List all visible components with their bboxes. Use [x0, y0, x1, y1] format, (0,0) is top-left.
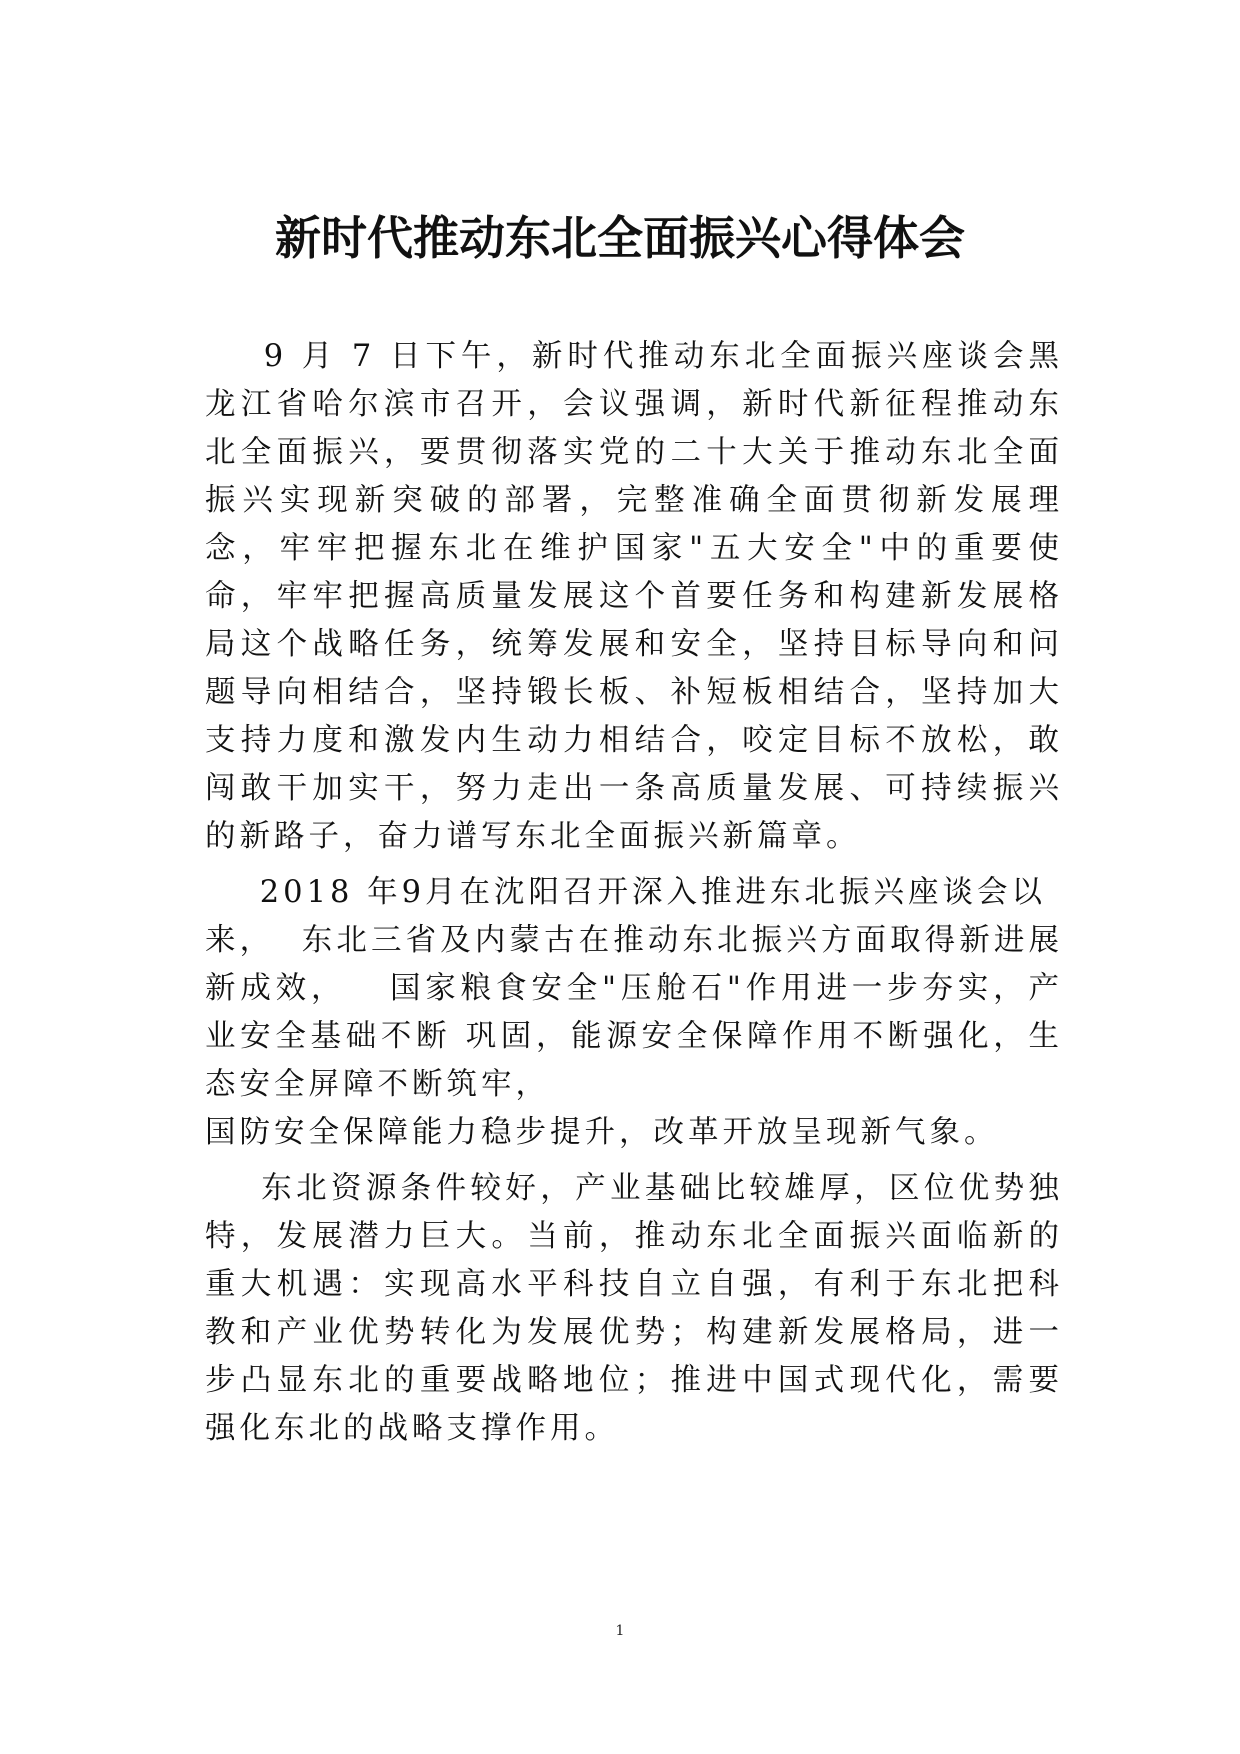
document-title: 新时代推动东北全面振兴心得体会: [275, 211, 965, 265]
paragraph-opportunities: 东北资源条件较好，产业基础比较雄厚，区位优势独特，发展潜力巨大。当前，推动东北全面振兴面临新的重大机遇：实现高水平科技自立自强，有利于东北把科教和产业优势转化为发展优势；构建新发展格局，进一步凸显东北的重要战略地位；推进中国式现代化，需要强化东北的战略支撑作用。: [205, 1171, 1064, 1446]
document-body: [205, 333, 1063, 1461]
paragraph-meeting-summary: 9 月 7 日下午，新时代推动东北全面振兴座谈会黑龙江省哈尔滨市召开，会议强调，新时代新征程推动东北全面振兴，要贯彻落实党的二十大关于推动东北全面振兴实现新突破的部署，完整准确全面贯彻新发展理念，牢牢把握东北在维护国家"五大安全"中的重要使命，牢牢把握高质量发展这个首要任务和构建新发展格局这个战略任务，统筹发展和安全，坚持目标导向和问题导向相结合，坚持锻长板、补短板相结合，坚持加大支持力度和激发内生动力相结合，咬定目标不放松，敢闯敢干加实干，努力走出一条高质量发展、可持续振兴的新路子，奋力谱写东北全面振兴新篇章。: [205, 339, 1063, 854]
paragraph-progress-since-2018: 2018 年9月在沈阳召开深入推进东北振兴座谈会以 来， 东北三省及内蒙古在推动东北振兴方面取得新进展新成效， 国家粮食安全"压舱石"作用进一步夯实，产业安全基础不断 巩固，能源安全保障作用不断强化，生态安全屏障不断筑牢， 国防安全保障能力稳步提升，改革开放呈现新气象。: [205, 875, 1063, 1150]
page-number: 1: [615, 1623, 625, 1639]
